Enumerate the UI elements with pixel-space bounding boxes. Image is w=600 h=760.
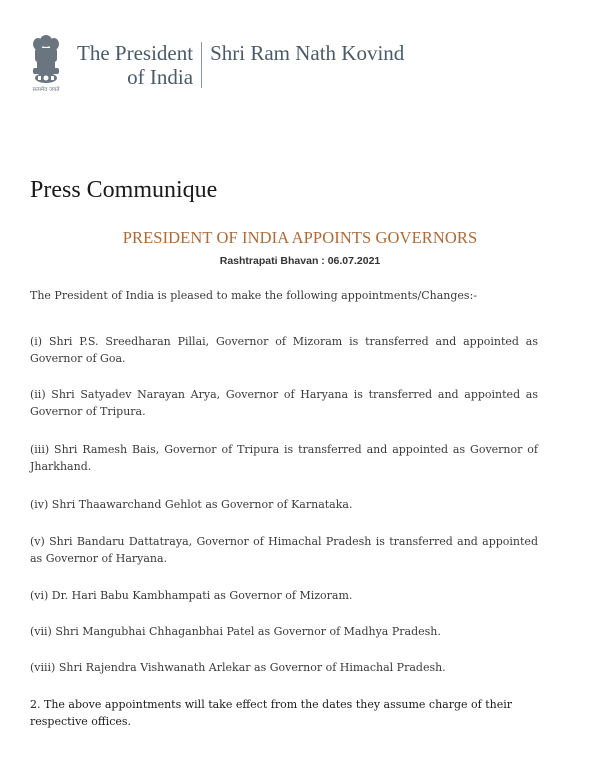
site-title-line1: The President [77, 41, 194, 65]
headline: PRESIDENT OF INDIA APPOINTS GOVERNORS [122, 228, 478, 247]
header [27, 32, 404, 96]
intro-paragraph: The President of India is pleased to make the following appointments/Changes:- [30, 289, 477, 302]
national-emblem-icon [27, 32, 65, 94]
list-item: (iv) Shri Thaawarchand Gehlot as Governor of Karnataka. [30, 498, 353, 511]
section-title: Press Communique [30, 177, 218, 203]
list-item: (ii) Shri Satyadev Narayan Arya, Governor of Haryana is transferred and appointed as Governor of Tripura. [30, 388, 538, 418]
site-title-line2: of India [127, 65, 194, 89]
list-item: (vii) Shri Mangubhai Chhaganbhai Patel as Governor of Madhya Pradesh. [30, 625, 441, 638]
list-item: (v) Shri Bandaru Dattatraya, Governor of Himachal Pradesh is transferred and appointed as Governor of Haryana. [30, 535, 538, 565]
list-item: (i) Shri P.S. Sreedharan Pillai, Governor of Mizoram is transferred and appointed as Governor of Goa. [30, 335, 538, 365]
list-item: (iii) Shri Ramesh Bais, Governor of Tripura is transferred and appointed as Governor of Jharkhand. [30, 443, 538, 473]
closing-note: 2. The above appointments will take effect from the dates they assume charge of their respective offices. [30, 698, 513, 728]
dateline: Rashtrapati Bhavan : 06.07.2021 [219, 255, 381, 267]
header-divider [201, 42, 202, 88]
emblem-caption: सत्यमेव जयते [32, 87, 60, 93]
list-item: (vi) Dr. Hari Babu Kambhampati as Governor of Mizoram. [30, 589, 353, 602]
site-title[interactable] [77, 41, 193, 89]
president-name: Shri Ram Nath Kovind [210, 41, 405, 65]
list-item: (viii) Shri Rajendra Vishwanath Arlekar as Governor of Himachal Pradesh. [30, 661, 446, 674]
